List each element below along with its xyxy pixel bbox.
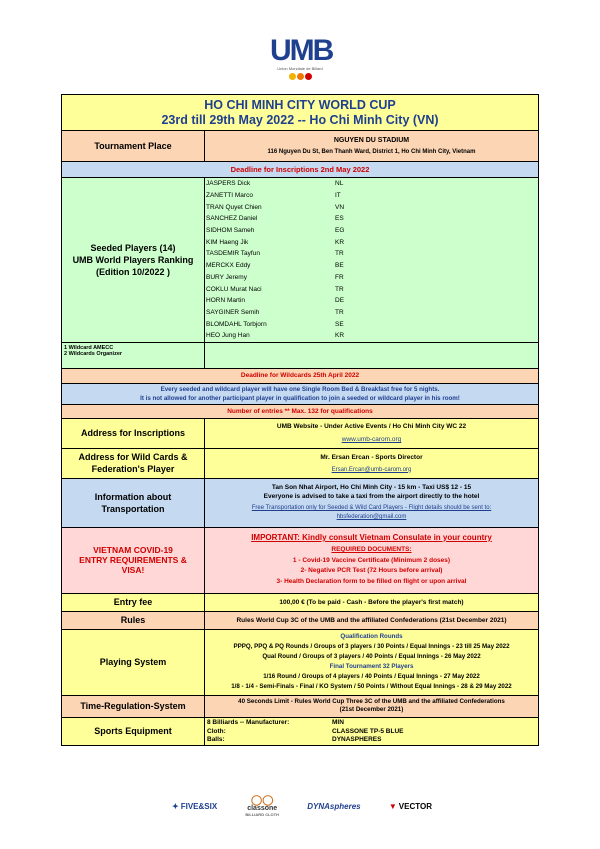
sponsor-classone-text: classone [247,804,278,812]
player-name: HEO Jung Han [206,332,250,340]
equipment-item [207,736,536,745]
player-row [205,201,538,213]
player-row [205,295,538,307]
player-name: SAYGINER Semih [206,308,260,316]
sponsor-five-six [172,802,217,811]
player-row [205,190,538,202]
covid-label-line1: VIETNAM COVID-19 [93,545,173,556]
final-line1: 1/16 Round / Groups of 4 players / 40 Points / Equal Innings - 27 May 2022 [263,673,480,681]
sponsor-vector-text: VECTOR [398,801,432,811]
venue-name: NGUYEN DU STADIUM [333,137,410,144]
wildcard-address-label [62,449,205,478]
player-name: BURY Jeremy [206,273,247,281]
inscriptions-row [62,418,538,448]
player-country: EG [335,227,345,235]
rules-label: Rules [62,612,205,629]
player-name: JASPERS Dick [206,180,251,188]
room-notice-row [62,383,538,404]
player-row [205,272,538,284]
player-row [205,307,538,319]
player-row [205,318,538,330]
equipment-key: Cloth: [207,727,226,735]
venue-address: 116 Nguyen Du St, Ben Thanh Ward, District 1, Ho Chi Minh City, Vietnam [267,149,476,155]
player-country: BE [335,262,344,270]
wildcard-address-row [62,448,538,478]
player-name: HORN Martin [206,297,246,305]
airport-info: Tan Son Nhat Airport, Ho Chi Minh City - 15 km - Taxi US$ 12 - 15 [271,484,472,492]
free-transport-note: Free Transportation only for Seeded & Wild Card Players - Flight details should be sent to: [251,505,492,512]
final-line2: 1/8 - 1/4 - Semi-Finals - Final / KO System / 50 Points / Without Equal Innings - 28 & 29 May 2022 [231,683,512,691]
doc-pcr: 2- Negative PCR Test (72 Hours before arrival) [300,567,443,575]
vector-v-icon: ▼ [388,801,397,811]
player-name: TRAN Quyet Chien [206,203,262,211]
player-row [205,260,538,272]
player-row [205,213,538,225]
entries-max: Number of entries ** Max. 132 for qualifications [227,407,373,415]
notice-line1: Every seeded and wildcard player will have one Single Room Bed & Breakfast free for 5 nights. [160,385,440,393]
wildcards-line2: 2 Wildcards Organizer [64,350,123,357]
player-row [205,330,538,342]
wildcards-row [62,342,538,368]
deadline-inscriptions: Deadline for Inscriptions 2nd May 2022 [230,165,370,174]
equipment-item [207,727,536,736]
page-subtitle: 23rd till 29th May 2022 -- Ho Chi Minh City (VN) [161,113,439,127]
player-name: TASDEMIR Tayfun [206,250,260,258]
time-regulation-line1: 40 Seconds Limit - Rules World Cup Three 3C of the UMB and the affiliated Confederations [238,698,505,706]
player-name: SIDHOM Sameh [206,227,255,235]
player-country: FR [335,273,344,281]
seeded-players-list [205,178,538,342]
rules-row [62,611,538,629]
seeded-label-line2: UMB World Players Ranking [72,254,194,265]
logo-subtitle: Union Mondiale de Billard [277,66,323,71]
sponsor-dynaspheres: DYNAspheres [307,801,361,811]
player-country: IT [335,192,341,200]
player-name: COKLU Murat Naci [206,285,262,293]
wildcards-line1: 1 Wildcard AMECC [64,344,114,351]
sponsor-five-six-text: FIVE&SIX [180,801,218,811]
player-row [205,283,538,295]
player-name: BLOMDAHL Torbjorn [206,320,267,328]
equipment-key: 8 Billiards -- Manufacturer: [207,719,290,727]
tournament-sheet [61,94,539,746]
logo-dot-red [305,73,312,80]
player-country: TR [335,308,344,316]
sports-director: Mr. Ersan Ercan - Sports Director [320,453,423,461]
player-country: DE [335,297,345,305]
player-country: ES [335,215,344,223]
rules-value: Rules World Cup 3C of the UMB and the affiliated Confederations (21st December 2021) [236,616,507,624]
rings-icon: ◯◯ [251,794,274,806]
player-country: KR [335,332,345,340]
sponsor-logos [172,793,432,819]
player-name: MERCKX Eddy [206,262,251,270]
sponsor-classone [245,796,279,817]
transportation-label-line2: Transportation [101,503,165,514]
equipment-value: DYNASPHERES [332,736,382,744]
tournament-place-row [62,130,538,161]
logo-dots [270,73,330,81]
playing-system-row [62,629,538,695]
entry-fee-value: 100,00 € (To be paid - Cash - Before the player's first match) [279,598,464,606]
seeded-label-line3: (Edition 10/2022 ) [95,266,170,277]
player-row [205,236,538,248]
player-country: NL [335,180,344,188]
inscriptions-label: Address for Inscriptions [62,419,205,448]
deadline-wildcards: Deadline for Wildcards 25th April 2022 [240,372,360,380]
player-country: KR [335,238,345,246]
inscriptions-text: UMB Website - Under Active Events / Ho Chi Minh City WC 22 [276,423,467,431]
equipment-value: CLASSONE TP-5 BLUE [332,727,404,735]
time-regulation-line2: (21st December 2021) [339,706,404,714]
player-country: SE [335,320,344,328]
sponsor-classone-sub: BILLIARD CLOTH [245,811,279,817]
doc-vaccine: 1 - Covid-19 Vaccine Certificate (Minimum 2 doses) [292,556,451,564]
qualification-line2: Qual Round / Groups of 3 players / 40 Points / Equal Innings - 26 May 2022 [262,653,481,661]
covid-row [62,527,538,593]
deadline-wildcards-row [62,368,538,383]
transportation-label-line1: Information about [94,491,172,502]
logo-mark: UMB [270,34,333,67]
transportation-row [62,478,538,527]
seeded-label [62,178,205,342]
qualification-title: Qualification Rounds [340,633,403,641]
wildcards-label [62,343,205,368]
player-name: ZANETTI Marco [206,192,253,200]
entry-fee-label: Entry fee [62,594,205,611]
covid-label [62,528,205,593]
required-documents: REQUIRED DOCUMENTS: [331,546,412,554]
entry-fee-row [62,593,538,611]
player-name: KIM Haeng Jik [206,238,249,246]
player-country: VN [335,203,345,211]
sponsor-vector [389,802,432,811]
player-row [205,248,538,260]
logo-dot-orange [297,73,304,80]
tournament-place-label: Tournament Place [62,131,205,161]
wildcard-address-label-line1: Address for Wild Cards & [78,452,188,463]
seeded-players-row [62,177,538,342]
player-row [205,225,538,237]
playing-system-label: Playing System [62,630,205,695]
player-country: TR [335,285,344,293]
qualification-line1: PPPQ, PPQ & PQ Rounds / Groups of 3 players / 30 Points / Equal Innings - 23 till 25 May 2022 [233,643,510,651]
umb-website-link[interactable]: www.umb-carom.org [341,436,402,444]
federation-email-link[interactable]: hbsfederation@gmail.com [336,514,407,521]
star-icon: ✦ [172,801,179,811]
transportation-label [62,479,205,527]
logo-dot-yellow [289,73,296,80]
consulate-notice: IMPORTANT: Kindly consult Vietnam Consulate in your country [251,532,492,542]
sports-equipment-row [62,717,538,745]
time-regulation-label: Time-Regulation-System [62,696,205,717]
sports-equipment-label: Sports Equipment [62,718,205,745]
page-title: HO CHI MINH CITY WORLD CUP [204,98,396,112]
time-regulation-row [62,695,538,717]
seeded-label-line1: Seeded Players (14) [90,242,176,253]
equipment-key: Balls: [207,736,225,744]
player-country: TR [335,250,344,258]
taxi-advice: Everyone is advised to take a taxi from the airport directly to the hotel [263,493,480,501]
notice-line2: It is not allowed for another participant player in qualification to join a seeded or wildcard player in his room! [140,394,460,402]
equipment-item [207,719,536,728]
entries-row [62,404,538,418]
player-name: SANCHEZ Daniel [206,215,258,223]
covid-label-line2: ENTRY REQUIREMENTS & [79,555,187,566]
title-row [62,95,538,130]
wildcard-address-label-line2: Federation's Player [91,464,175,475]
covid-label-line3: VISA! [121,565,145,576]
equipment-list [205,718,538,745]
director-email-link[interactable]: Ersan.Ercan@umb-carom.org [331,466,412,473]
umb-logo [270,34,333,90]
final-title: Final Tournament 32 Players [329,663,414,671]
doc-health: 3- Health Declaration form to be filled on flight or upon arrival [276,577,467,585]
equipment-value: MIN [332,719,344,727]
player-row [205,178,538,190]
deadline-inscriptions-row [62,161,538,177]
